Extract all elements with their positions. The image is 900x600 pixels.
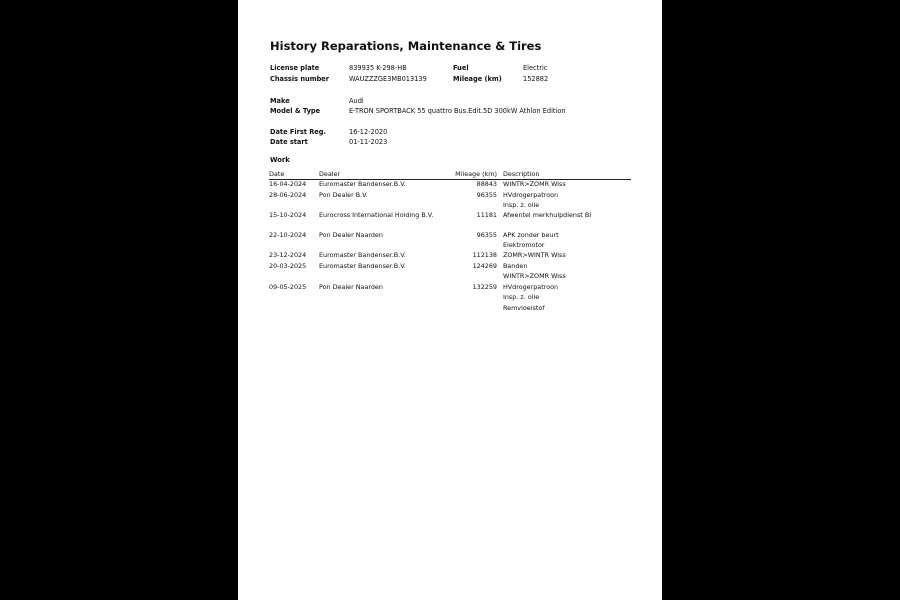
- column-header-dealer: Dealer: [319, 170, 341, 178]
- row-mileage: 96355: [476, 191, 497, 199]
- row-description: [503, 212, 591, 222]
- row-date: 22-10-2024: [269, 231, 307, 239]
- mileage-value: 152882: [523, 75, 549, 83]
- column-header-description: Description: [503, 170, 540, 178]
- row-mileage: 112138: [472, 251, 497, 259]
- make-value: Audi: [349, 97, 364, 105]
- row-description: [503, 252, 566, 262]
- row-dealer: Euromaster Bandenser.B.V.: [319, 180, 406, 188]
- row-dealer: Pon Dealer Naarden: [319, 283, 383, 291]
- column-header-date: Date: [269, 170, 285, 178]
- row-description-line: Remvloeistof: [503, 303, 545, 312]
- document-page: [238, 0, 662, 600]
- row-date: 23-12-2024: [269, 251, 307, 259]
- row-mileage: 132259: [472, 283, 497, 291]
- fuel-label: Fuel: [453, 64, 469, 72]
- date-first-reg-value: 16-12-2020: [349, 128, 388, 136]
- row-dealer: Pon Dealer B.V.: [319, 191, 368, 199]
- row-description: [503, 192, 558, 213]
- table-row: [238, 191, 662, 210]
- row-description: [503, 284, 558, 315]
- row-mileage: 11181: [476, 211, 497, 219]
- row-date: 09-05-2025: [269, 283, 307, 291]
- row-date: 16-04-2024: [269, 180, 307, 188]
- date-start-value: 01-11-2023: [349, 138, 388, 146]
- row-dealer: Euromaster Bandenser.B.V.: [319, 251, 406, 259]
- row-description-line: Afwentel merkhulpdienst BI: [503, 211, 592, 219]
- license-plate-value: 839935 K-298-HB: [349, 64, 407, 72]
- row-description-line: APK zonder beurt: [503, 231, 559, 239]
- row-description-line: HVdrogerpatroon: [503, 191, 559, 199]
- row-date: 28-06-2024: [269, 191, 307, 199]
- table-row: [238, 283, 662, 312]
- row-description-line: Elektromotor: [503, 241, 545, 250]
- row-description-line: Insp. z. olie: [503, 293, 540, 302]
- model-type-label: Model & Type: [270, 107, 321, 115]
- row-description-line: HVdrogerpatroon: [503, 283, 559, 291]
- row-date: 20-03-2025: [269, 262, 307, 270]
- date-first-reg-label: Date First Reg.: [270, 128, 327, 136]
- row-description-line: WINTR>ZOMR Wiss: [503, 180, 566, 188]
- table-row: [238, 181, 662, 190]
- row-mileage: 88843: [476, 180, 497, 188]
- row-date: 15-10-2024: [269, 211, 307, 219]
- page-title: History Reparations, Maintenance & Tires: [270, 39, 542, 53]
- row-description-line: WINTR>ZOMR Wiss: [503, 272, 566, 281]
- table-row: [238, 212, 662, 221]
- row-description: [503, 232, 559, 253]
- model-type-value: E-TRON SPORTBACK 55 quattro Bus.Edit.5D 300kW Athlon Edition: [349, 107, 566, 115]
- table-row: [238, 262, 662, 281]
- chassis-number-value: WAUZZZGE3MB013139: [349, 75, 427, 83]
- license-plate-label: License plate: [270, 64, 320, 72]
- make-label: Make: [270, 97, 290, 105]
- row-dealer: Eurocross International Holding B.V.: [319, 211, 434, 219]
- row-description: [503, 263, 566, 284]
- row-mileage: 124269: [472, 262, 497, 270]
- row-description-line: ZOMR>WINTR Wiss: [503, 251, 566, 259]
- row-mileage: 96355: [476, 231, 497, 239]
- table-row: [238, 252, 662, 261]
- work-heading: Work: [270, 156, 290, 164]
- row-dealer: Pon Dealer Naarden: [319, 231, 383, 239]
- fuel-value: Electric: [523, 64, 548, 72]
- chassis-number-label: Chassis number: [270, 75, 330, 83]
- row-description-line: Insp. z. olie: [503, 201, 540, 210]
- row-description: [503, 181, 566, 191]
- table-row: [238, 231, 662, 250]
- date-start-label: Date start: [270, 138, 308, 146]
- mileage-label: Mileage (km): [453, 75, 502, 83]
- column-header-mileage: Mileage (km): [455, 170, 497, 178]
- row-dealer: Euromaster Bandenser.B.V.: [319, 262, 406, 270]
- row-description-line: Banden: [503, 262, 528, 270]
